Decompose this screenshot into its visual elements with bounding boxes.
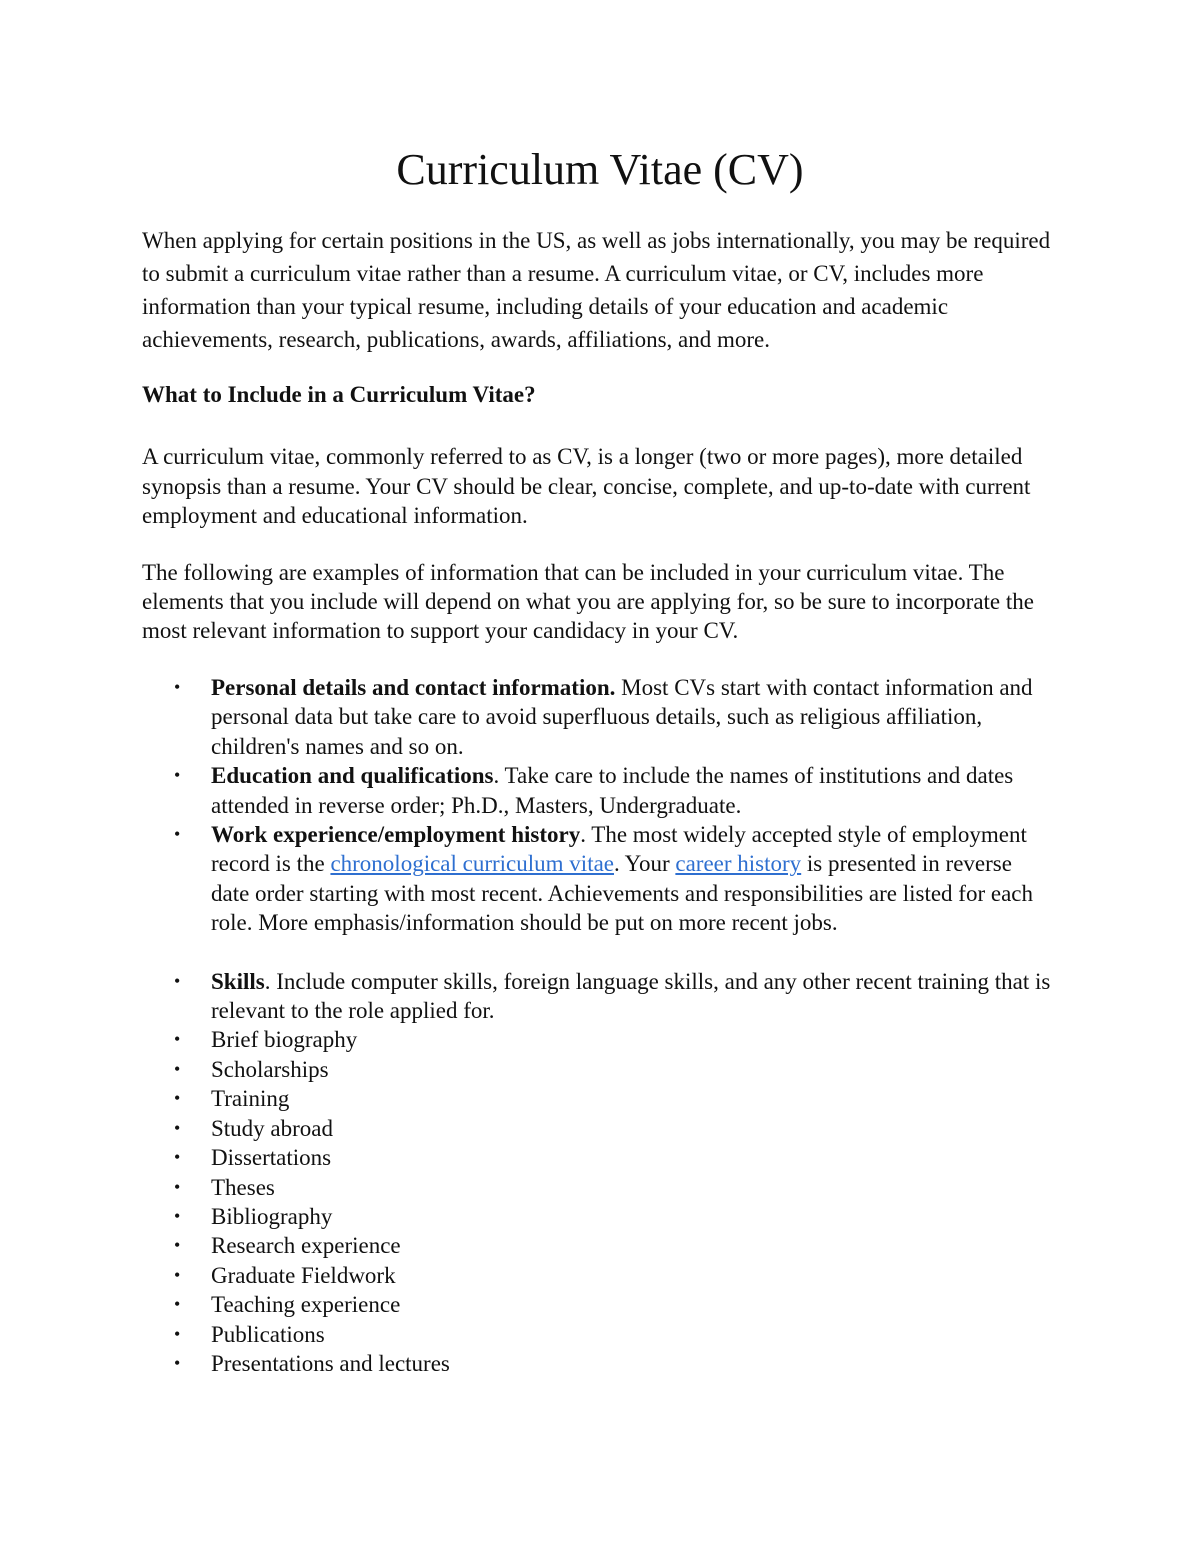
list-item [0, 1055, 1051, 1084]
list-item-work-experience [0, 820, 1051, 938]
list-item [0, 1202, 1051, 1231]
bullet-icon: • [174, 1058, 181, 1079]
list-item [0, 1025, 1051, 1054]
list-item [0, 1290, 1051, 1319]
item-label: Education and qualifications [211, 763, 494, 789]
bullet-icon: • [174, 765, 181, 786]
bullet-icon: • [174, 1205, 181, 1226]
item-text: is presented in reverse date order starting with most recent. Achievements and responsibilities are listed for each role. More emphasis/information should be put on more recent jobs. [211, 851, 1033, 936]
bullet-icon: • [174, 1088, 181, 1109]
examples-intro-paragraph: The following are examples of information that can be included in your curriculum vitae. The elements that you include will depend on what you are applying for, so be sure to incorporate the most relevant information to support your candidacy in your CV. [142, 560, 1034, 643]
list-item [0, 1114, 1051, 1143]
list-item-skills [0, 967, 1051, 1026]
item-text: Brief biography [211, 1027, 358, 1053]
bullet-icon: • [174, 1147, 181, 1168]
list-item-personal-details [0, 673, 1051, 761]
item-text: Dissertations [211, 1145, 332, 1171]
item-text: Study abroad [211, 1115, 334, 1141]
item-text: . The most widely accepted style of employment record is the [211, 822, 1027, 877]
item-text: . Include computer skills, foreign language skills, and any other recent training that is relevant to the role applied for. [211, 968, 1051, 1024]
page-title: Curriculum Vitae (CV) [396, 145, 804, 194]
section-heading: What to Include in a Curriculum Vitae? [142, 382, 536, 407]
bullet-icon: • [174, 1235, 181, 1256]
list-item [0, 1320, 1051, 1349]
intro-paragraph: When applying for certain positions in the US, as well as jobs internationally, you may be required to submit a curriculum vitae rather than a resume. A curriculum vitae, or CV, includes more information than your typical resume, including details of your education and academic achievements, research, publications, awards, affiliations, and more. [142, 228, 1051, 352]
bullet-icon: • [174, 677, 181, 697]
bullet-icon: • [174, 1264, 181, 1285]
item-text: Theses [211, 1174, 275, 1200]
item-label: Skills [211, 968, 265, 994]
list-item [0, 1261, 1051, 1290]
bullet-icon: • [174, 970, 181, 991]
bullet-icon: • [174, 1117, 181, 1138]
item-text: Research experience [211, 1233, 401, 1259]
bullet-icon: • [174, 1352, 181, 1373]
item-text: Bibliography [211, 1203, 333, 1229]
career-history-link[interactable]: career history [675, 851, 802, 877]
list-item [0, 1084, 1051, 1113]
cv-description-paragraph: A curriculum vitae, commonly referred to as CV, is a longer (two or more pages), more detailed synopsis than a resume. Your CV should be clear, concise, complete, and up-to-date with current employment and educational information. [142, 444, 1031, 528]
item-text: Scholarships [211, 1056, 329, 1082]
bullet-icon: • [174, 1176, 181, 1197]
bullet-icon: • [174, 824, 181, 845]
list-item [0, 1173, 1051, 1202]
bullet-icon: • [174, 1323, 181, 1344]
item-text: Graduate Fieldwork [211, 1262, 396, 1288]
list-item [0, 1143, 1051, 1172]
item-label: Personal details and contact information. [211, 675, 616, 700]
item-text: Teaching experience [211, 1292, 401, 1318]
list-item-education [0, 761, 1051, 820]
item-text: . Your [614, 851, 676, 877]
item-text: Presentations and lectures [211, 1350, 450, 1376]
list-item [0, 1349, 1051, 1378]
list-item [0, 1231, 1051, 1260]
item-text: Most CVs start with contact information and personal data but take care to avoid superfluous details, such as religious affiliation, children's names and so on. [211, 675, 1033, 759]
chronological-cv-link[interactable]: chronological curriculum vitae [330, 851, 614, 877]
item-text: . Take care to include the names of institutions and dates attended in reverse order; Ph.D., Masters, Undergraduate. [211, 763, 1014, 818]
bullet-icon: • [174, 1029, 181, 1050]
cv-elements-list [0, 673, 1100, 1378]
item-text: Publications [211, 1321, 325, 1347]
item-text: Training [211, 1086, 290, 1112]
bullet-icon: • [174, 1294, 181, 1315]
item-label: Work experience/employment history [211, 822, 581, 848]
